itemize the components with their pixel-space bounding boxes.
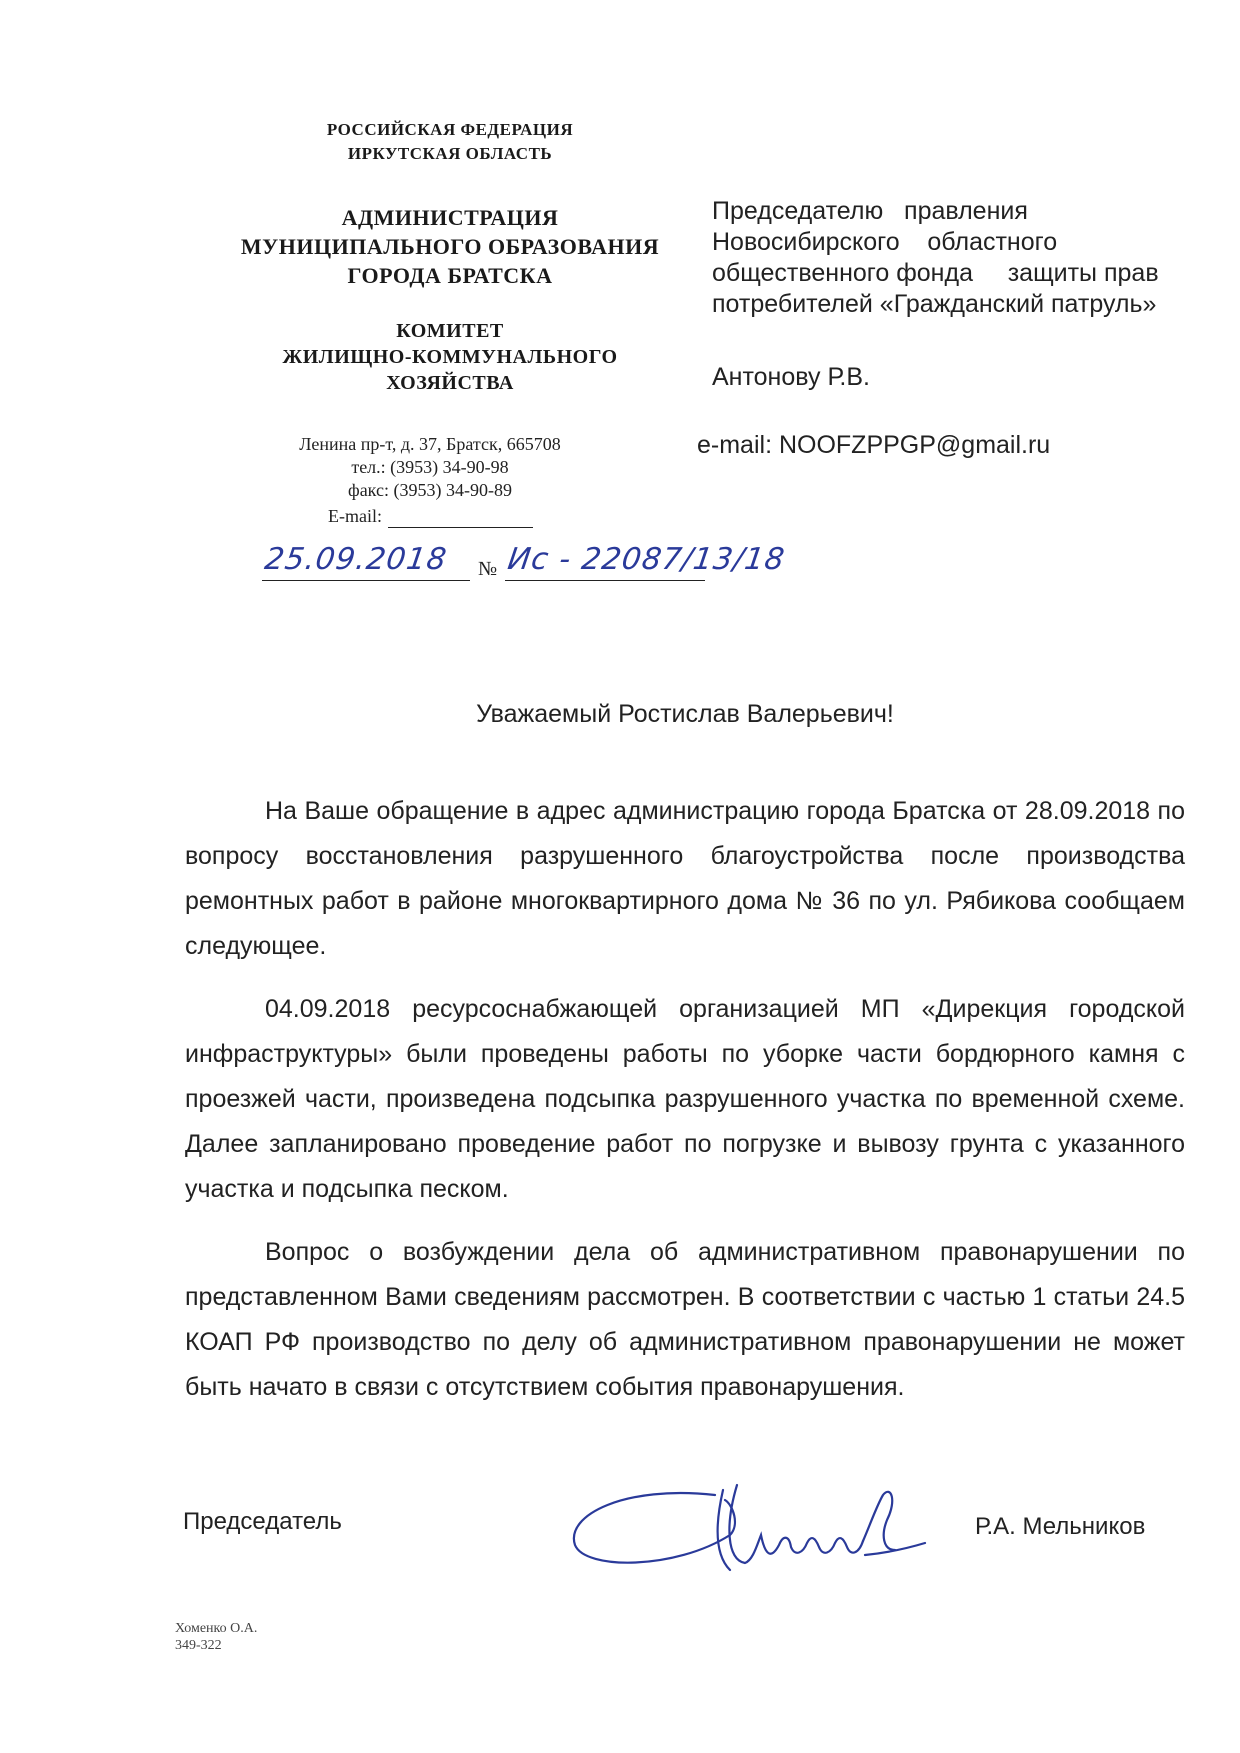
signature-title: Председатель xyxy=(183,1508,342,1535)
admin-line-1: АДМИНИСТРАЦИЯ xyxy=(341,205,559,230)
reg-number: Ис - 22087/13/18 xyxy=(505,542,788,577)
executor-block xyxy=(175,1620,257,1654)
committee-line-3: ХОЗЯЙСТВА xyxy=(386,372,514,394)
email-blank-line xyxy=(388,509,533,528)
admin-line-2: МУНИЦИПАЛЬНОГО ОБРАЗОВАНИЯ xyxy=(240,234,660,259)
reg-number-sign: № xyxy=(478,558,498,580)
committee-line-2: ЖИЛИЩНО-КОММУНАЛЬНОГО xyxy=(282,346,618,368)
letterhead-email-label: E-mail: xyxy=(328,506,382,526)
executor-phone: 349-322 xyxy=(175,1638,222,1653)
executor-name: Хоменко О.А. xyxy=(175,1621,258,1636)
letterhead-phone: тел.: (3953) 34-90-98 xyxy=(351,457,509,477)
addressee-name: Антонову Р.В. xyxy=(712,363,870,391)
body-paragraph-2: 04.09.2018 ресурсоснабжающей организацией МП «Дирекция городской инфраструктуры» были проведены работы по уборке части бордюрного камня с проезжей части, произведена подсыпка разрушенного участка по временной схеме. Далее запланировано проведение работ по погрузке и вывозу грунта с указанного участка и подсыпка песком. xyxy=(185,995,1185,1203)
committee-line-1: КОМИТЕТ xyxy=(396,320,504,342)
salutation-wrap xyxy=(185,700,1185,729)
letterhead-fax: факс: (3953) 34-90-89 xyxy=(348,480,512,500)
body-paragraph-1: На Ваше обращение в адрес администрацию города Братска от 28.09.2018 по вопросу восстановления разрушенного благоустройства после производства ремонтных работ в районе многоквартирного дома № 36 по ул. Рябикова сообщаем следующее. xyxy=(185,797,1185,960)
addressee-line-3: общественного фонда защиты прав xyxy=(712,259,1159,287)
letterhead-email-row xyxy=(328,505,533,528)
addressee-block xyxy=(712,196,1202,320)
addressee-line-1: Председателю правления xyxy=(712,197,1028,225)
salutation: Уважаемый Ростислав Валерьевич! xyxy=(476,700,894,728)
handwritten-signature xyxy=(565,1465,965,1585)
letterhead-administration xyxy=(200,203,700,290)
letterhead-committee xyxy=(200,318,700,396)
letter-body xyxy=(185,789,1185,1428)
letterhead-address: Ленина пр-т, д. 37, Братск, 665708 xyxy=(299,434,561,454)
addressee-line-4: потребителей «Гражданский патруль» xyxy=(712,290,1157,318)
letterhead xyxy=(200,118,700,166)
signature-name: Р.А. Мельников xyxy=(975,1513,1146,1540)
addressee-email: e-mail: NOOFZPPGP@gmail.ru xyxy=(697,431,1051,459)
letterhead-country: РОССИЙСКАЯ ФЕДЕРАЦИЯ xyxy=(326,120,574,139)
admin-line-3: ГОРОДА БРАТСКА xyxy=(347,263,553,288)
reg-date: 25.09.2018 xyxy=(262,542,450,577)
addressee-line-2: Новосибирского областного xyxy=(712,228,1058,256)
letterhead-region: ИРКУТСКАЯ ОБЛАСТЬ xyxy=(347,144,553,163)
letterhead-contacts xyxy=(230,433,630,502)
body-paragraph-3: Вопрос о возбуждении дела об административном правонарушении по представленном Вами сведениям рассмотрен. В соответствии с частью 1 статьи 24.5 КОАП РФ производство по делу об административном правонарушении не может быть начато в связи с отсутствием события правонарушения. xyxy=(185,1238,1185,1401)
